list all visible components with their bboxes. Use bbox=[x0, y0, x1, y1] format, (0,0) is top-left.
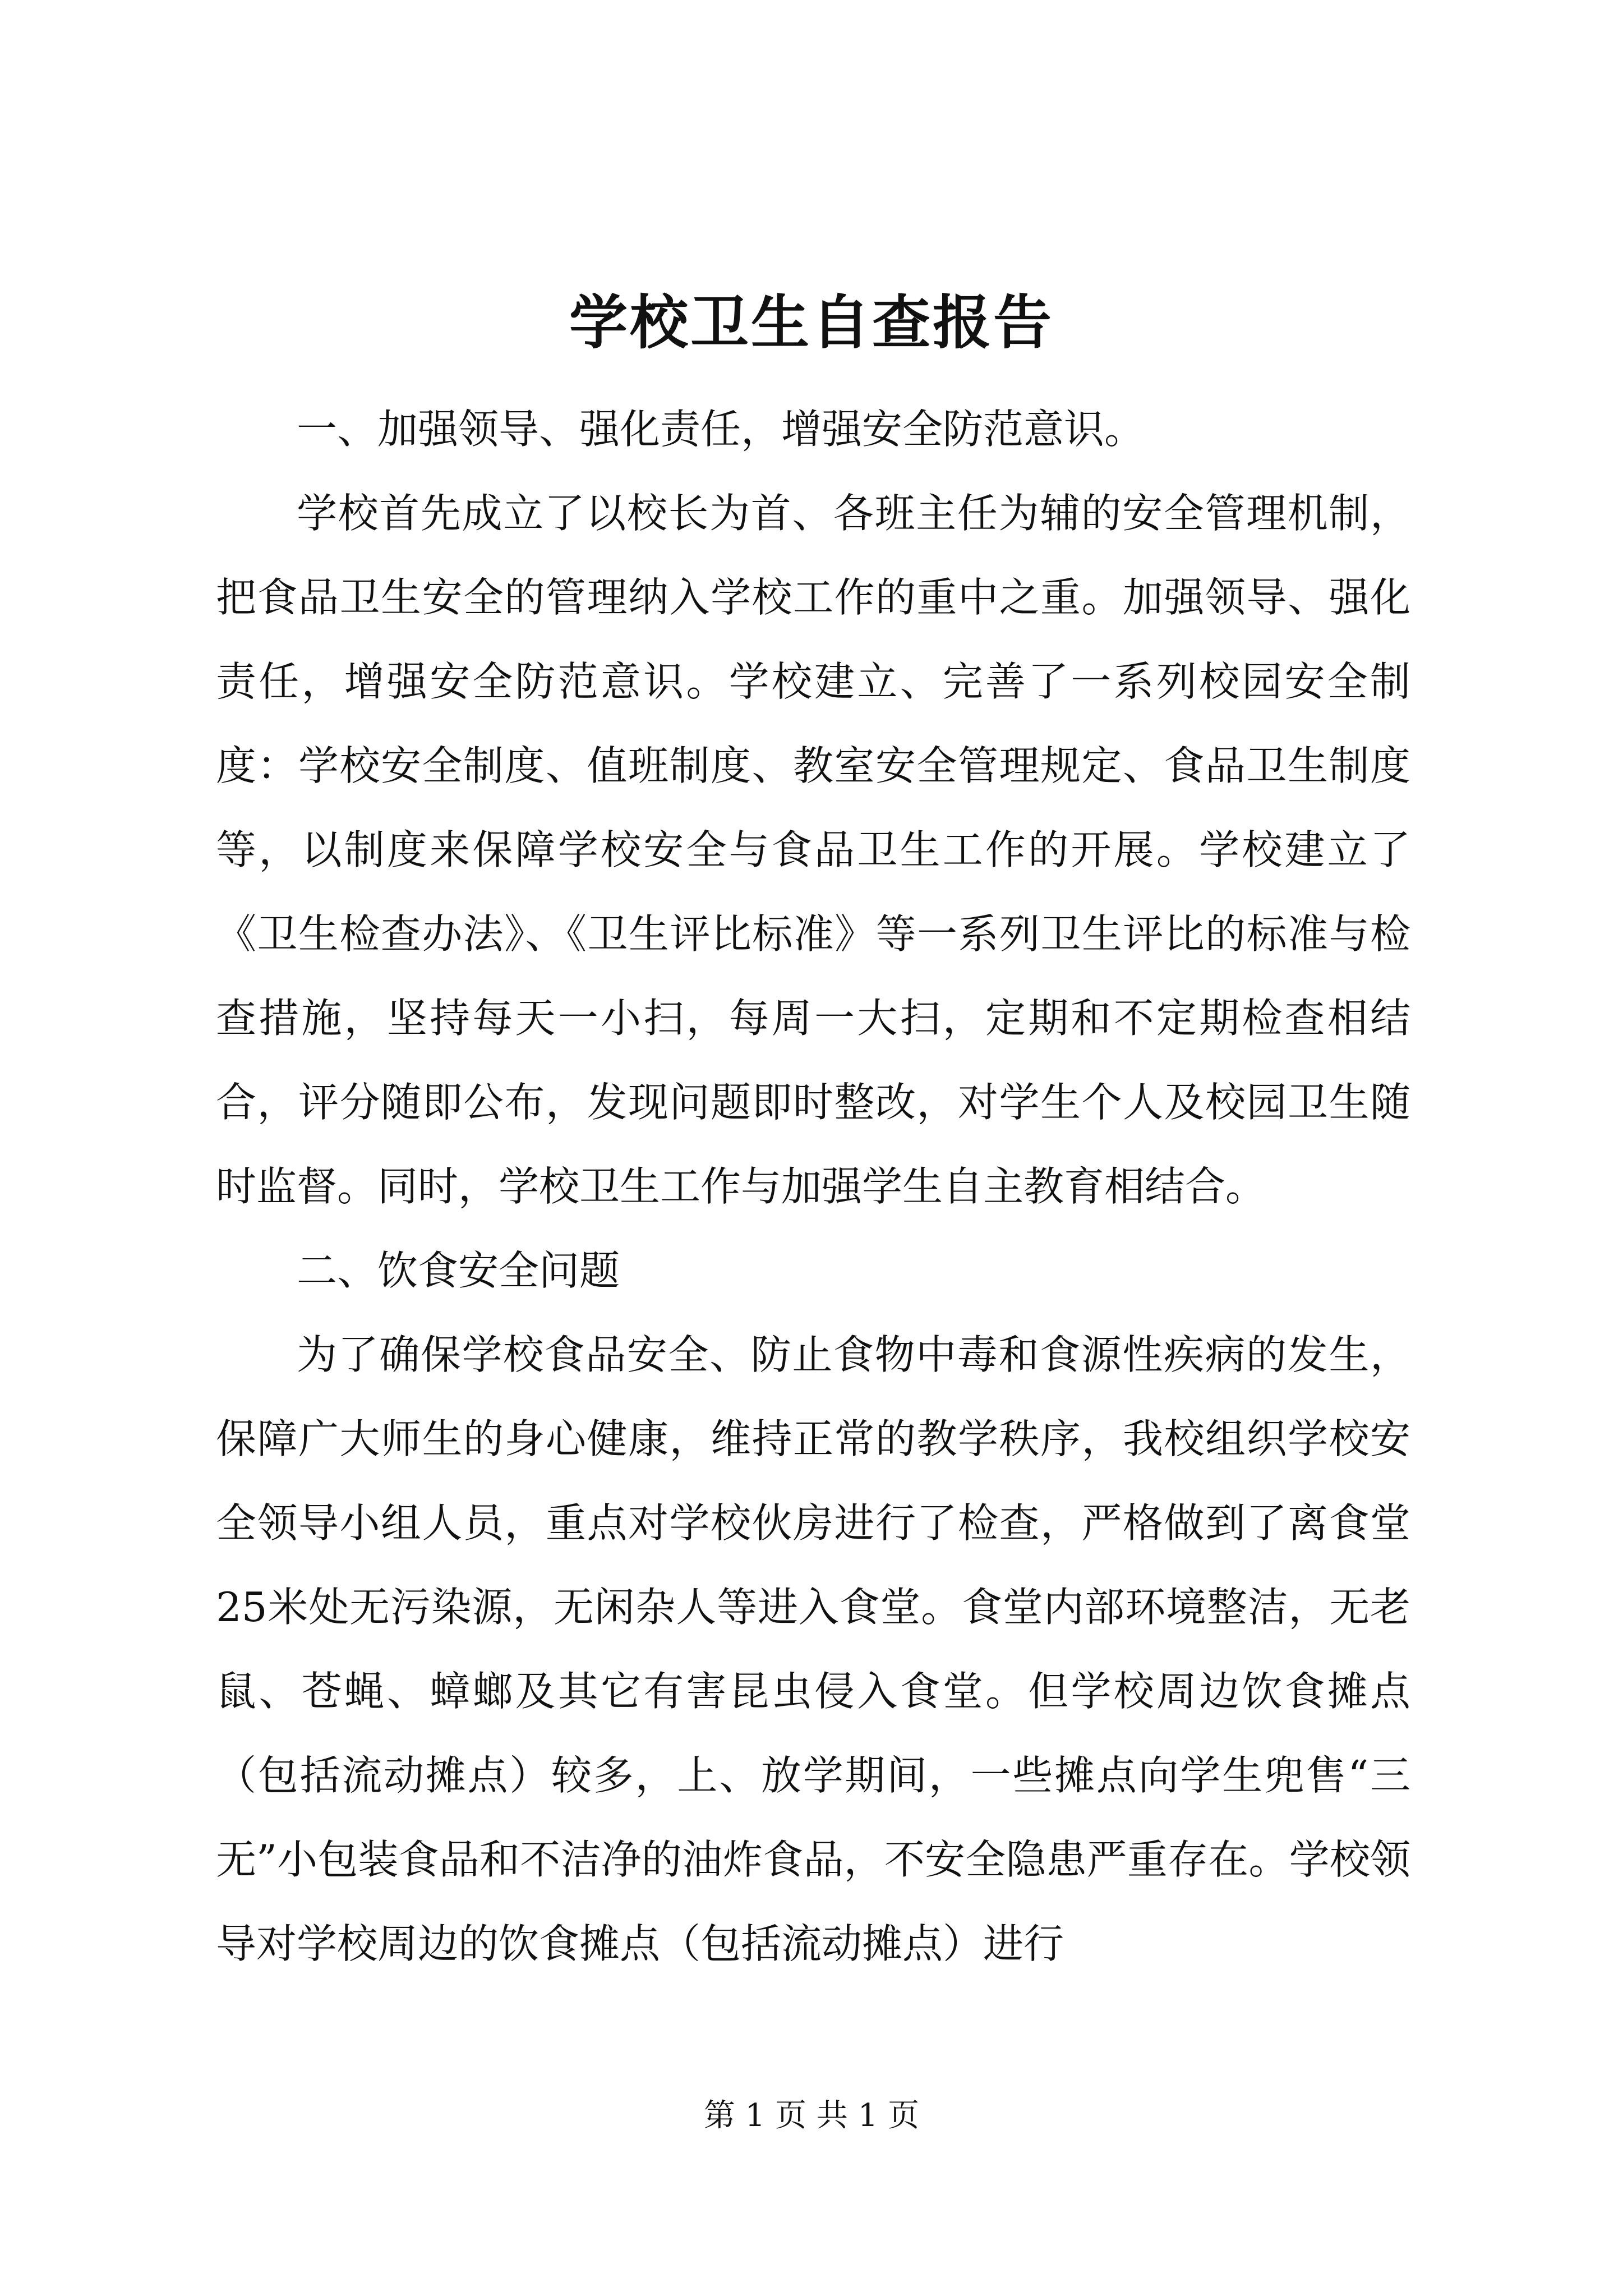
document-body bbox=[216, 387, 1410, 1986]
section-heading: 二、饮食安全问题 bbox=[297, 1247, 620, 1294]
page-title: 学校卫生自查报告 bbox=[569, 288, 1054, 357]
body-paragraph: 学校首先成立了以校长为首、各班主任为辅的安全管理机制，把食品卫生安全的管理纳入学校工作的重中之重。加强领导、强化责任，增强安全防范意识。学校建立、完善了一系列校园安全制度：学校安全制度、值班制度、教室安全管理规定、食品卫生制度等，以制度来保障学校安全与食品卫生工作的开展。学校建立了《卫生检查办法》、《卫生评比标准》等一系列卫生评比的标准与检查措施，坚持每天一小扫，每周一大扫，定期和不定期检查相结合，评分随即公布，发现问题即时整改，对学生个人及校园卫生随时监督。同时，学校卫生工作与加强学生自主教育相结合。 bbox=[216, 490, 1410, 1210]
body-paragraph: 为了确保学校食品安全、防止食物中毒和食源性疾病的发生，保障广大师生的身心健康，维持正常的教学秩序，我校组织学校安全领导小组人员，重点对学校伙房进行了检查，严格做到了离食堂25米处无污染源，无闲杂人等进入食堂。食堂内部环境整洁，无老鼠、苍蝇、蟑螂及其它有害昆虫侵入食堂。但学校周边饮食摊点（包括流动摊点）较多，上、放学期间，一些摊点向学生兜售“三无”小包装食品和不洁净的油炸食品，不安全隐患严重存在。学校领导对学校周边的饮食摊点（包括流动摊点）进行 bbox=[216, 1331, 1410, 1967]
page-footer: 第 1 页 共 1 页 bbox=[703, 2097, 920, 2134]
section-heading: 一、加强领导、强化责任，增强安全防范意识。 bbox=[297, 406, 1145, 453]
